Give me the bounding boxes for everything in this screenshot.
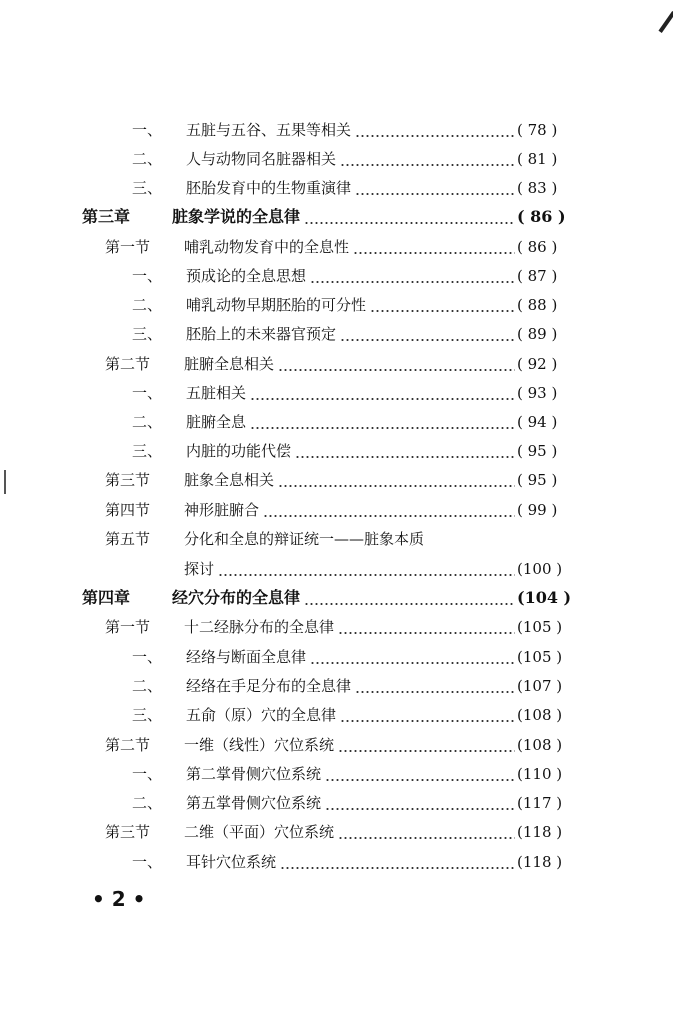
toc-entry-number: 第三节 — [105, 823, 151, 841]
toc-dot-leader — [295, 456, 515, 458]
toc-entry-number: 一、 — [132, 853, 163, 871]
toc-entry — [0, 116, 673, 142]
toc-dot-leader — [304, 222, 515, 224]
toc-entry-number: 二、 — [132, 150, 163, 168]
toc-entry-page: ( 83 ) — [517, 179, 558, 197]
toc-dot-leader — [340, 720, 515, 722]
toc-dot-leader — [325, 779, 515, 781]
toc-entry-title: 五脏与五谷、五果等相关 — [186, 121, 352, 139]
toc-entry-number: 第一节 — [105, 618, 151, 636]
toc-entry — [0, 555, 673, 581]
page-number: • 2 • — [92, 887, 146, 911]
toc-entry-title: 神形脏腑合 — [184, 501, 260, 519]
toc-entry — [0, 350, 673, 376]
toc-entry-number: 二、 — [132, 794, 163, 812]
toc-entry-title: 十二经脉分布的全息律 — [184, 618, 335, 636]
toc-dot-leader — [338, 837, 515, 839]
toc-entry — [0, 408, 673, 434]
toc-entry-page: (118 ) — [517, 823, 563, 841]
toc-dot-leader — [353, 252, 515, 254]
toc-entry-page: ( 94 ) — [517, 413, 558, 431]
toc-entry-title: 胚胎发育中的生物重演律 — [186, 179, 352, 197]
toc-entry-number: 第四章 — [82, 588, 131, 607]
toc-entry-number: 第五节 — [105, 530, 151, 548]
toc-dot-leader — [325, 808, 515, 810]
toc-entry-number: 一、 — [132, 765, 163, 783]
toc-dot-leader — [340, 164, 515, 166]
toc-entry-number: 第三章 — [82, 207, 131, 226]
toc-entry — [0, 379, 673, 405]
toc-entry-page: ( 86 ) — [517, 207, 566, 226]
toc-entry-number: 第二节 — [105, 736, 151, 754]
toc-entry-title: 第五掌骨侧穴位系统 — [186, 794, 322, 812]
toc-entry-title: 一维（线性）穴位系统 — [184, 736, 335, 754]
toc-entry-title: 哺乳动物发育中的全息性 — [184, 238, 350, 256]
toc-entry-number: 一、 — [132, 384, 163, 402]
toc-entry-title: 分化和全息的辩证统一——脏象本质 — [184, 530, 425, 548]
toc-entry-page: ( 95 ) — [517, 442, 558, 460]
toc-entry-page: (117 ) — [517, 794, 563, 812]
toc-entry-number: 一、 — [132, 267, 163, 285]
toc-entry-page: ( 87 ) — [517, 267, 558, 285]
toc-dot-leader — [218, 574, 515, 576]
toc-entry-title: 预成论的全息思想 — [186, 267, 307, 285]
toc-entry-page: ( 86 ) — [517, 238, 558, 256]
toc-entry — [0, 145, 673, 171]
toc-entry-page: (104 ) — [517, 588, 572, 607]
toc-entry-title: 五脏相关 — [186, 384, 247, 402]
toc-entry-page: (105 ) — [517, 618, 563, 636]
toc-entry-title: 脏象学说的全息律 — [172, 207, 301, 226]
toc-entry — [0, 848, 673, 874]
toc-entry-title: 胚胎上的未来器官预定 — [186, 325, 337, 343]
toc-dot-leader — [338, 632, 515, 634]
toc-entry-number: 三、 — [132, 442, 163, 460]
toc-dot-leader — [280, 867, 515, 869]
toc-dot-leader — [250, 427, 515, 429]
toc-entry-number: 二、 — [132, 296, 163, 314]
toc-entry-page: (108 ) — [517, 706, 563, 724]
toc-entry-number: 第三节 — [105, 471, 151, 489]
toc-entry-title: 哺乳动物早期胚胎的可分性 — [186, 296, 367, 314]
toc-entry-page: ( 93 ) — [517, 384, 558, 402]
toc-entry-number: 二、 — [132, 677, 163, 695]
toc-entry-title: 内脏的功能代偿 — [186, 442, 292, 460]
toc-entry-number: 第二节 — [105, 355, 151, 373]
toc-entry-page: ( 88 ) — [517, 296, 558, 314]
toc-entry — [0, 262, 673, 288]
toc-entry — [0, 496, 673, 522]
toc-entry-number: 一、 — [132, 648, 163, 666]
toc-entry-title: 五俞（原）穴的全息律 — [186, 706, 337, 724]
toc-entry-page: (100 ) — [517, 560, 563, 578]
toc-entry-title: 经络与断面全息律 — [186, 648, 307, 666]
toc-entry — [0, 174, 673, 200]
toc-entry-number: 第四节 — [105, 501, 151, 519]
toc-entry-page: ( 99 ) — [517, 501, 558, 519]
toc-entry — [0, 525, 673, 551]
toc-entry-title: 经穴分布的全息律 — [172, 588, 301, 607]
toc-entry-title: 脏腑全息 — [186, 413, 247, 431]
toc-entry — [0, 760, 673, 786]
toc-dot-leader — [370, 310, 515, 312]
toc-entry-number: 一、 — [132, 121, 163, 139]
toc-entry — [0, 789, 673, 815]
toc-entry — [0, 613, 673, 639]
toc-dot-leader — [340, 339, 515, 341]
toc-entry-title: 脏腑全息相关 — [184, 355, 275, 373]
toc-entry — [0, 233, 673, 259]
toc-entry-title: 二维（平面）穴位系统 — [184, 823, 335, 841]
toc-entry-title: 人与动物同名脏器相关 — [186, 150, 337, 168]
toc-entry-number: 二、 — [132, 413, 163, 431]
toc-dot-leader — [355, 135, 515, 137]
toc-dot-leader — [310, 662, 515, 664]
toc-entry-page: (118 ) — [517, 853, 563, 871]
toc-entry-title: 耳针穴位系统 — [186, 853, 277, 871]
toc-entry-page: ( 81 ) — [517, 150, 558, 168]
toc-entry — [0, 643, 673, 669]
toc-entry-title: 脏象全息相关 — [184, 471, 275, 489]
toc-dot-leader — [355, 691, 515, 693]
toc-entry-page: ( 92 ) — [517, 355, 558, 373]
toc-entry-page: ( 95 ) — [517, 471, 558, 489]
toc-entry-title: 经络在手足分布的全息律 — [186, 677, 352, 695]
toc-entry — [0, 731, 673, 757]
toc-entry — [0, 466, 673, 492]
toc-entry-page: (107 ) — [517, 677, 563, 695]
toc-dot-leader — [304, 603, 515, 605]
toc-dot-leader — [250, 398, 515, 400]
toc-entry — [0, 203, 673, 229]
toc-entry-page: ( 89 ) — [517, 325, 558, 343]
toc-entry — [0, 320, 673, 346]
toc-entry — [0, 584, 673, 610]
toc-entry — [0, 437, 673, 463]
toc-dot-leader — [310, 281, 515, 283]
toc-entry-number: 三、 — [132, 706, 163, 724]
toc-dot-leader — [278, 369, 515, 371]
toc-entry-title: 第二掌骨侧穴位系统 — [186, 765, 322, 783]
toc-entry-number: 三、 — [132, 325, 163, 343]
toc-entry — [0, 291, 673, 317]
toc-entry-page: ( 78 ) — [517, 121, 558, 139]
toc-entry — [0, 701, 673, 727]
toc-entry — [0, 818, 673, 844]
toc-entry-page: (110 ) — [517, 765, 563, 783]
toc-entry-number: 三、 — [132, 179, 163, 197]
toc-entry-page: (108 ) — [517, 736, 563, 754]
toc-dot-leader — [355, 193, 515, 195]
toc-entry-page: (105 ) — [517, 648, 563, 666]
toc-entry — [0, 672, 673, 698]
toc-dot-leader — [278, 485, 515, 487]
toc-dot-leader — [263, 515, 515, 517]
toc-entry-number: 第一节 — [105, 238, 151, 256]
toc-dot-leader — [338, 750, 515, 752]
toc-entry-title: 探讨 — [184, 560, 215, 578]
